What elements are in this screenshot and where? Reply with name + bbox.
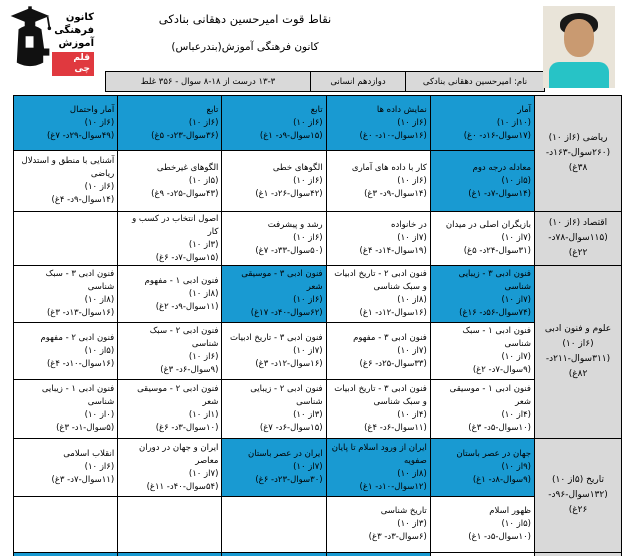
topic-name: فنون ادبی ۳ - مفهوم <box>353 332 427 343</box>
topic-cell <box>430 151 534 212</box>
subject-label: علوم و فنون ادبی (۶از ۱۰) <box>544 324 612 349</box>
topic-cell <box>13 96 117 151</box>
topic-cell <box>221 439 325 497</box>
topic-name: انقلاب اسلامی <box>63 449 115 459</box>
topic-score: (۷از ۱۰) <box>501 233 531 243</box>
topic-name: فنون ادبی ۲ - مفهوم <box>40 332 115 343</box>
topic-name: فنون ادبی ۳ - زیبایی شناسی <box>458 269 531 292</box>
topic-score: (۳از ۱۰) <box>188 239 219 250</box>
topic-score: (۶از ۱۰) <box>188 352 219 362</box>
topic-cell <box>326 96 430 151</box>
topic-detail: (۱۶سوال-۱۰د- ۰غ) <box>359 130 427 141</box>
topic-detail: (۵۴سوال-۴۰د- ۱۱غ) <box>146 481 219 492</box>
topic-cell <box>430 497 534 553</box>
topic-name: در خانواده <box>391 220 427 230</box>
topic-name: ایران از ورود اسلام تا پایان صفویه <box>331 442 427 466</box>
empty-cell <box>117 497 221 553</box>
topic-score: (۷از ۱۰) <box>397 345 427 356</box>
topic-detail: (۱۶سوال-۱۲د- ۳غ) <box>255 358 323 369</box>
topic-score: (۶از ۱۰) <box>84 182 115 192</box>
subject-detail: (۳۱۱سوال-۲۱۱د- ۸۲غ) <box>545 354 611 379</box>
topic-score: (۵از ۱۰) <box>501 519 531 529</box>
topic-cell <box>221 380 325 439</box>
topic-name: فنون ادبی ۳ - سبک شناسی <box>45 269 115 292</box>
topic-score: (۷از ۱۰) <box>397 233 427 243</box>
topic-name: ایران و جهان در دوران معاصر <box>138 442 219 466</box>
topic-detail: (۱۶سوال-۱۲د- ۱غ) <box>359 308 427 318</box>
topic-score: (۱۰از ۱۰) <box>496 117 531 128</box>
topic-name: تابع <box>310 104 323 115</box>
topic-cell <box>117 212 221 266</box>
topic-detail: (۹سوال-۷د- ۲غ) <box>472 365 531 375</box>
topic-detail: (۴۹سوال-۲۹د- ۷غ) <box>46 130 115 141</box>
topic-score: (۶از ۱۰) <box>188 117 219 128</box>
topic-name: جهان در عصر باستان <box>456 449 531 459</box>
empty-cell <box>221 497 325 553</box>
topic-detail: (۱۱سوال-۹د- ۲غ) <box>155 301 219 312</box>
topic-score: (۶از ۱۰) <box>293 117 323 128</box>
topic-name: فنون ادبی ۲ - موسیقی شعر <box>137 384 219 407</box>
topic-score: (۱از ۱۰) <box>188 410 219 420</box>
topic-cell <box>326 439 430 497</box>
page-title: نقاط قوت امیرحسین دهقانی بنادکی <box>158 12 332 26</box>
topic-cell <box>221 266 325 323</box>
topic-score: (۷از ۱۰) <box>501 295 531 305</box>
topic-cell <box>13 151 117 212</box>
topic-cell <box>326 497 430 553</box>
topic-score: (۷از ۱۰) <box>293 462 323 472</box>
topic-name: فنون ادبی ۱ - سبک شناسی <box>462 326 531 349</box>
topic-detail: (۵سوال-۱د- ۳غ) <box>56 423 115 433</box>
topic-cell <box>430 380 534 439</box>
score-summary-cell: ۱۳-۳ درست از ۱۸-۸ سوال - ۳۵۶ غلط <box>105 71 311 92</box>
topic-detail: (۳۱سوال-۲۴د- ۵غ) <box>463 246 531 256</box>
topic-score: (۷از ۱۰) <box>188 468 219 479</box>
topic-cell <box>326 266 430 323</box>
topic-detail: (۱۴سوال-۹د- ۳غ) <box>364 188 427 199</box>
topic-name: ظهور اسلام <box>489 506 531 516</box>
topic-name: ایران در عصر باستان <box>247 449 323 459</box>
topic-detail: (۱۲سوال-۱۰د- ۱غ) <box>359 481 427 492</box>
topic-cell <box>13 439 117 497</box>
topic-name: تابع <box>206 104 219 115</box>
topic-detail: (۱۶سوال-۱۳د- ۳غ) <box>46 308 115 318</box>
topic-score: (۶از ۱۰) <box>84 462 115 472</box>
topic-cell <box>326 212 430 266</box>
topic-detail: (۱۹سوال-۱۴د- ۴غ) <box>359 246 427 256</box>
topic-cell <box>326 151 430 212</box>
topic-detail: (۴۲سوال-۲۶د- ۱غ) <box>255 188 323 199</box>
topic-cell <box>221 212 325 266</box>
topic-score: (۸از ۱۰) <box>188 288 219 299</box>
topic-name: الگوهای غیرخطی <box>156 162 219 173</box>
topic-name: فنون ادبی ۱ - زیبایی شناسی <box>41 384 115 407</box>
topic-detail: (۱۰سوال-۵د- ۳غ) <box>468 423 531 433</box>
subject-label: اقتصاد (۶از ۱۰) <box>548 218 608 228</box>
student-photo <box>543 6 615 88</box>
topic-name: معادله درجه دوم <box>472 162 531 173</box>
topic-cell <box>13 323 117 380</box>
topic-cell <box>117 439 221 497</box>
grade-cell: دوازدهم انسانی <box>310 71 406 92</box>
topic-score: (۸از ۱۰) <box>397 295 427 305</box>
topic-score: (۵از ۱۰) <box>501 175 531 186</box>
topic-cell <box>221 96 325 151</box>
topic-cell <box>430 323 534 380</box>
topic-detail: (۳۶سوال-۲۳د- ۵غ) <box>151 130 219 141</box>
topic-cell <box>326 323 430 380</box>
topic-cell <box>221 323 325 380</box>
topic-detail: (۱۰سوال-۳د- ۶غ) <box>155 423 219 433</box>
logo-word-2: فرهنگی <box>54 25 94 36</box>
subject-cell <box>534 439 621 553</box>
topic-score: (۶از ۱۰) <box>293 233 323 243</box>
topic-cell <box>117 151 221 212</box>
topic-detail: (۳۳سوال-۲۵د- ۶غ) <box>359 358 427 369</box>
topic-cell <box>117 96 221 151</box>
topic-name: فنون ادبی ۱ - موسیقی شعر <box>449 384 531 407</box>
topic-detail: (۳۰سوال-۲۳د- ۶غ) <box>255 475 323 485</box>
topic-score: (۹از ۱۰) <box>501 462 531 472</box>
topic-name: آمار واحتمال <box>69 104 115 115</box>
topic-name: فنون ادبی ۱ - مفهوم <box>144 275 219 286</box>
student-name-cell: نام: امیرحسین دهقانی بنادکی <box>405 71 545 92</box>
topic-score: (۴از ۱۰) <box>397 410 427 420</box>
topic-score: (۵از ۱۰) <box>84 345 115 356</box>
topic-name: فنون ادبی ۲ - زیبایی شناسی <box>250 384 323 407</box>
topic-detail: (۱۱سوال-۷د- ۳غ) <box>51 475 115 485</box>
topic-cell <box>221 151 325 212</box>
topic-score: (۶از ۱۰) <box>293 175 323 186</box>
topic-cell <box>430 212 534 266</box>
subject-detail: (۱۳۲سوال-۹۶د- ۲۶غ) <box>548 490 608 515</box>
subject-cell <box>534 212 621 266</box>
logo-badge: قلم چی <box>52 52 94 76</box>
page-subtitle: کانون فرهنگی آموزش(بندرعباس) <box>171 41 319 53</box>
topic-name: فنون ادبی ۳ - تاریخ ادبیات <box>230 332 323 343</box>
topic-cell <box>13 380 117 439</box>
topic-cell <box>430 439 534 497</box>
subject-cell <box>534 266 621 439</box>
topic-cell <box>430 266 534 323</box>
strengths-table <box>13 95 622 556</box>
topic-detail: (۹سوال-۶د- ۳غ) <box>160 365 219 375</box>
subject-detail: (۲۶۰سوال-۱۶۳د- ۳۸غ) <box>545 148 611 173</box>
topic-cell <box>326 380 430 439</box>
topic-detail: (۱۵سوال-۹د- ۱غ) <box>259 130 323 141</box>
topic-detail: (۱۰سوال-۵د- ۱غ) <box>468 532 531 542</box>
subject-label: ریاضی (۶از ۱۰) <box>548 133 608 143</box>
topic-score: (۷از ۱۰) <box>501 352 531 362</box>
topic-cell <box>13 266 117 323</box>
topic-score: (۵از ۱۰) <box>188 175 219 186</box>
topic-detail: (۶۲سوال-۴۰د- ۱۷غ) <box>250 308 323 318</box>
subject-detail: (۱۱۵سوال-۷۸د- ۲۲غ) <box>548 233 608 258</box>
topic-detail: (۱۴سوال-۷د- ۱غ) <box>468 188 531 199</box>
topic-detail: (۷۴سوال-۵۶د- ۱۶غ) <box>459 308 531 318</box>
topic-name: نمایش داده ها <box>376 104 427 115</box>
topic-score: (۳از ۱۰) <box>397 519 427 529</box>
logo-word-3: آموزش <box>58 38 94 49</box>
topic-detail: (۱۴سوال-۹د- ۴غ) <box>51 195 115 205</box>
topic-detail: (۴۳سوال-۲۵د- ۹غ) <box>151 188 219 199</box>
subject-cell <box>534 96 621 212</box>
logo-word-1: کانون <box>65 12 94 23</box>
empty-cell <box>13 497 117 553</box>
topic-detail: (۱۵سوال-۶د- ۷غ) <box>259 423 323 433</box>
graduate-figure-icon <box>8 3 52 75</box>
topic-name: آشنایی با منطق و استدلال ریاضی <box>21 156 115 179</box>
topic-detail: (۱۷سوال-۱۶د- ۰غ) <box>463 130 531 141</box>
topic-detail: (۱۵سوال-۷د- ۶غ) <box>155 252 219 263</box>
topic-cell <box>117 323 221 380</box>
topic-name: آمار <box>517 104 531 115</box>
topic-name: بازیگران اصلی در میدان <box>445 220 531 230</box>
empty-cell <box>13 212 117 266</box>
topic-cell <box>117 266 221 323</box>
topic-name: فنون ادبی ۲ - تاریخ ادبیات و سبک شناسی <box>334 269 427 292</box>
topic-name: اصول انتخاب در کسب و کار <box>132 213 219 237</box>
topic-detail: (۶سوال-۳د- ۳غ) <box>368 532 427 542</box>
topic-detail: (۹سوال-۸د- ۱غ) <box>472 475 531 485</box>
topic-name: فنون ادبی ۲ - سبک شناسی <box>149 326 219 349</box>
topic-detail: (۱۱سوال-۶د- ۴غ) <box>364 423 427 433</box>
topic-cell <box>117 380 221 439</box>
topic-name: فنون ادبی ۳ - موسیقی شعر <box>241 269 323 292</box>
topic-name: کار با داده های آماری <box>351 162 427 173</box>
photo-shirt <box>549 62 609 88</box>
topic-name: رشد و پیشرفت <box>267 220 323 230</box>
topic-score: (۰از ۱۰) <box>84 410 115 420</box>
topic-score: (۸از ۱۰) <box>84 295 115 305</box>
topic-score: (۶از ۱۰) <box>397 175 427 186</box>
topic-name: تاریخ شناسی <box>380 506 427 516</box>
ghalamchi-logo <box>8 3 94 75</box>
topic-detail: (۵۰سوال-۳۳د- ۷غ) <box>255 246 323 256</box>
topic-name: فنون ادبی ۳ - تاریخ ادبیات و سبک شناسی <box>334 384 427 407</box>
topic-score: (۸از ۱۰) <box>397 468 427 479</box>
info-bar <box>105 71 545 92</box>
topic-score: (۷از ۱۰) <box>293 345 323 356</box>
topic-score: (۴از ۱۰) <box>501 410 531 420</box>
topic-detail: (۱۶سوال-۱۰د- ۴غ) <box>46 358 115 369</box>
topic-cell <box>430 96 534 151</box>
subject-label: تاریخ (۵از ۱۰) <box>551 475 605 485</box>
topic-score: (۶از ۱۰) <box>84 117 115 128</box>
topic-score: (۶از ۱۰) <box>397 117 427 128</box>
topic-name: الگوهای خطی <box>272 162 323 173</box>
topic-score: (۶از ۱۰) <box>293 295 323 305</box>
topic-score: (۳از ۱۰) <box>293 410 323 420</box>
photo-face <box>564 19 594 57</box>
